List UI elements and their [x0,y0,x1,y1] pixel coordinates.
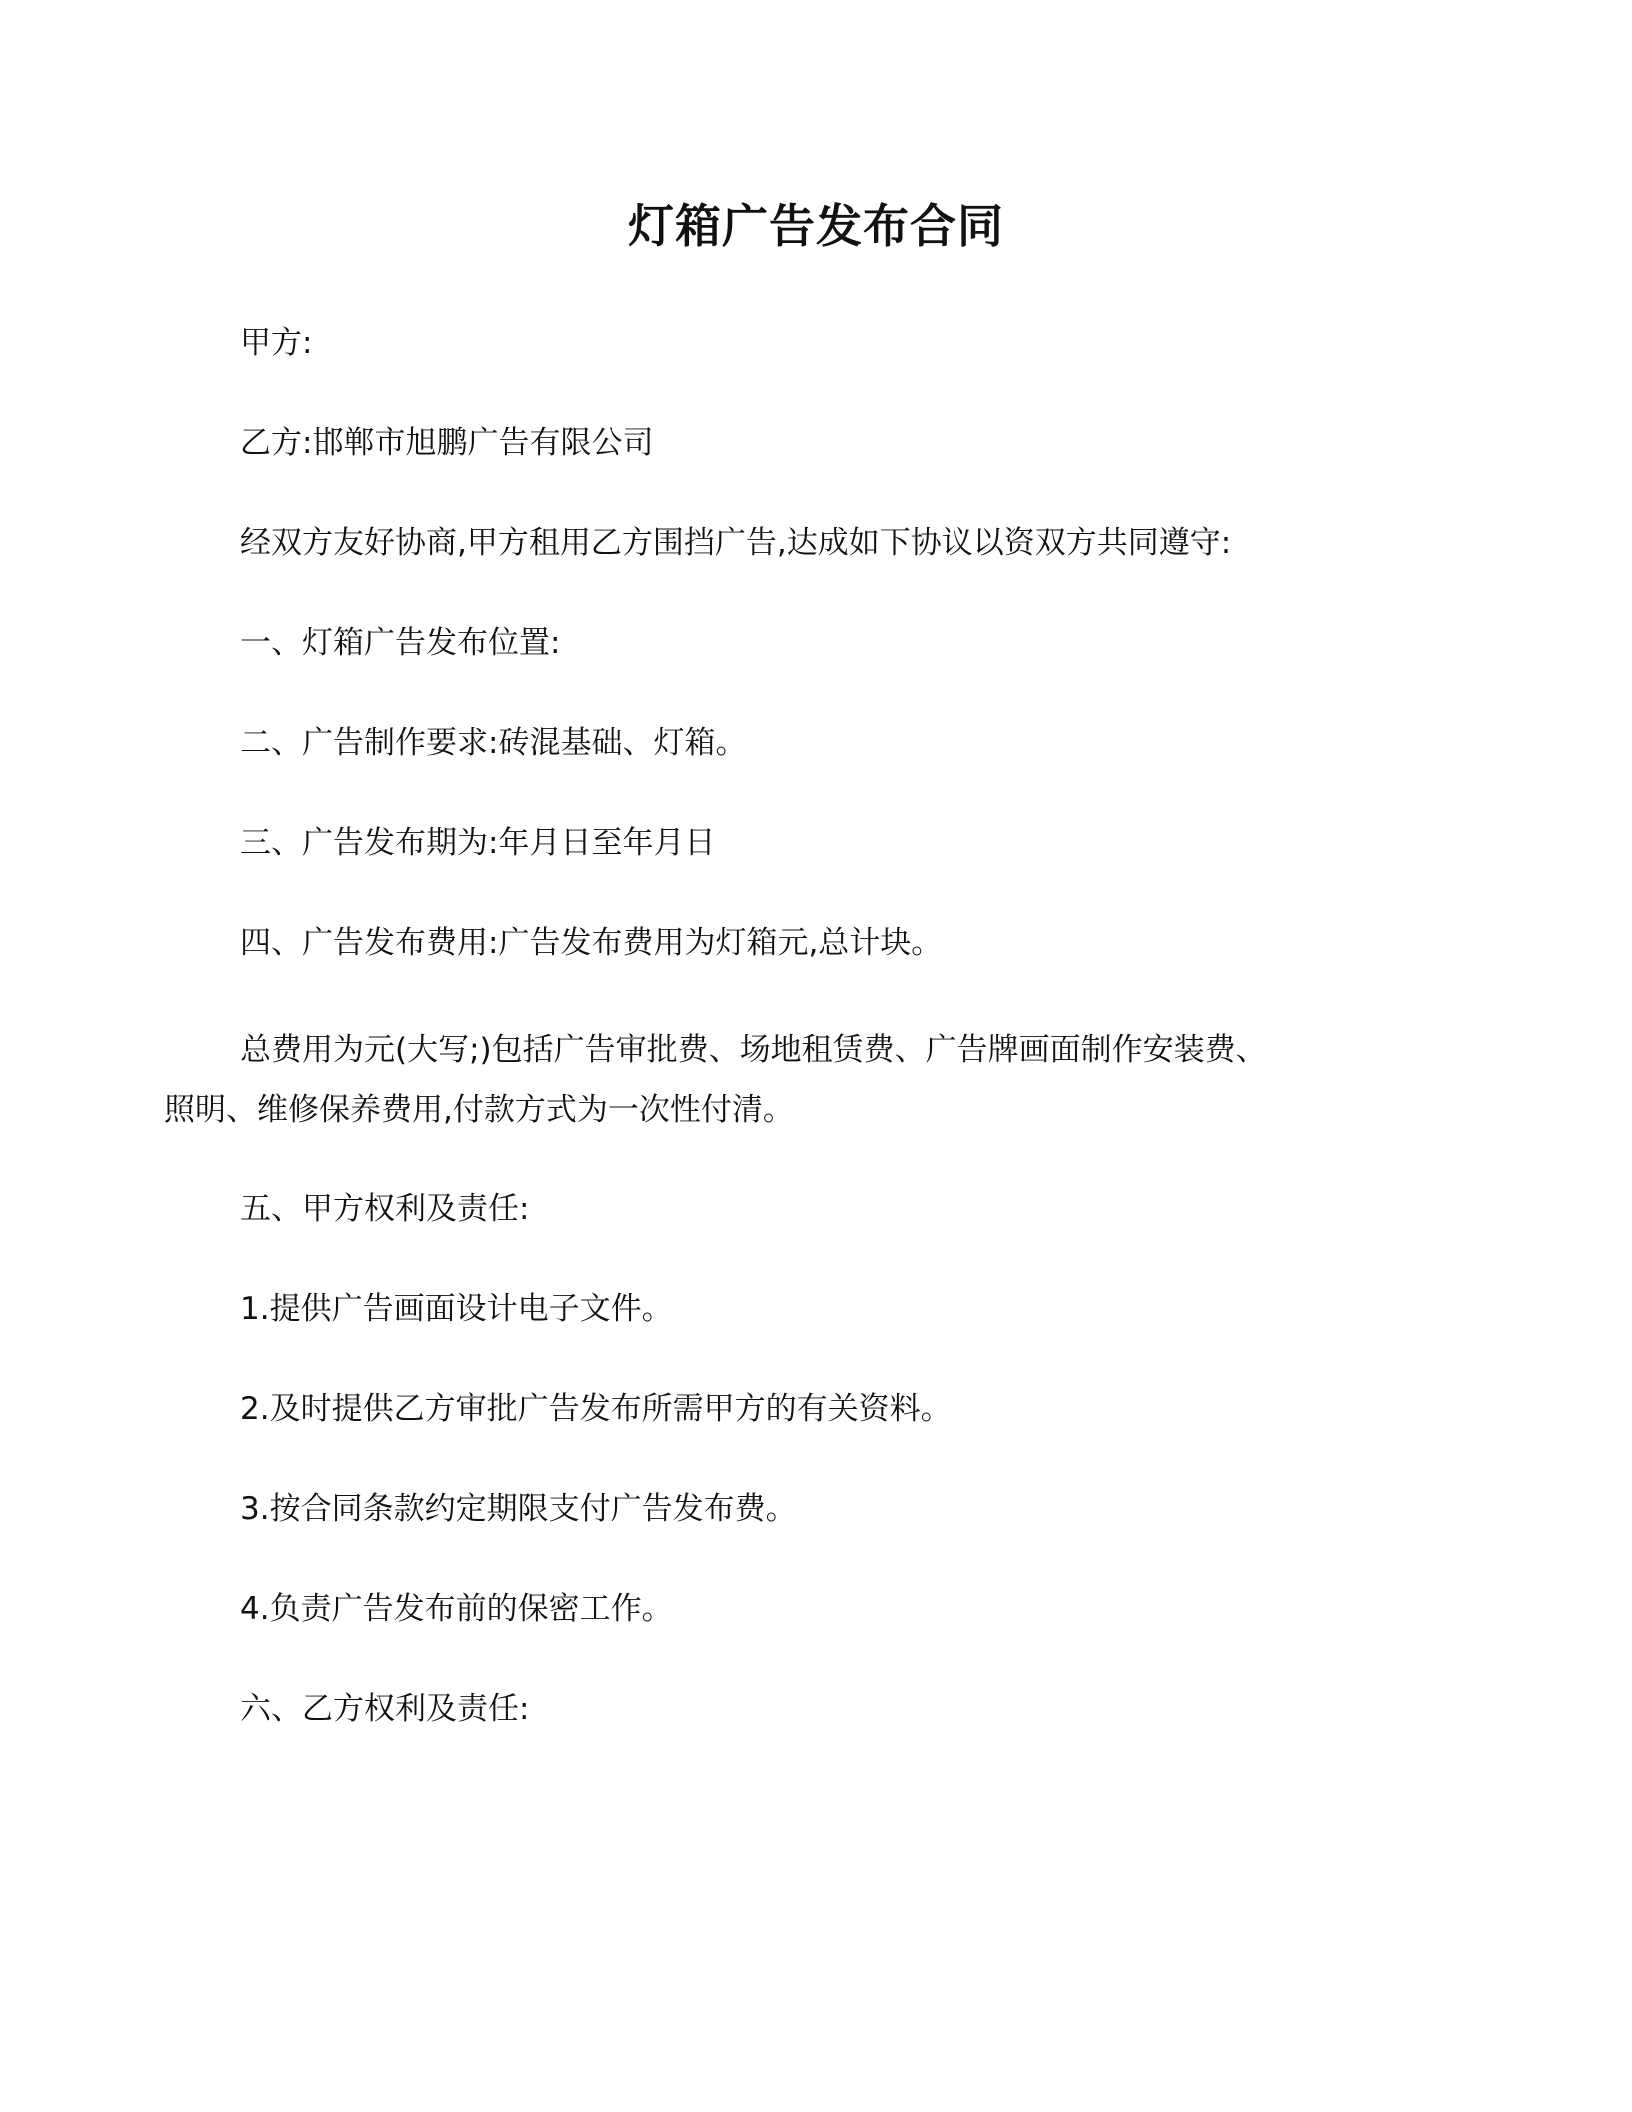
clause-5-party-a-duties: 五、甲方权利及责任: [240,1191,530,1227]
party-b-line: 乙方:邯郸市旭鹏广告有限公司 [240,425,654,461]
document-title: 灯箱广告发布合同 [628,199,1004,253]
clause-1-location: 一、灯箱广告发布位置: [240,625,561,661]
clause-5-item-2: 2.及时提供乙方审批广告发布所需甲方的有关资料。 [240,1391,952,1427]
total-fee-line-1: 总费用为元(大写;)包括广告审批费、场地租赁费、广告牌画面制作安装费、 [240,1032,1267,1068]
clause-5-item-1: 1.提供广告画面设计电子文件。 [240,1291,673,1327]
total-fee-line-2: 照明、维修保养费用,付款方式为一次性付清。 [164,1092,794,1128]
clause-3-period: 三、广告发布期为:年月日至年月日 [240,825,716,861]
clause-2-requirements: 二、广告制作要求:砖混基础、灯箱。 [240,725,747,761]
party-a-line: 甲方: [240,325,313,361]
intro-paragraph: 经双方友好协商,甲方租用乙方围挡广告,达成如下协议以资双方共同遵守: [240,525,1232,561]
clause-4-fee: 四、广告发布费用:广告发布费用为灯箱元,总计块。 [240,925,943,961]
clause-6-party-b-duties: 六、乙方权利及责任: [240,1691,530,1727]
total-fee-paragraph [164,1020,1430,1140]
clause-5-item-4: 4.负责广告发布前的保密工作。 [240,1591,673,1627]
clause-5-item-3: 3.按合同条款约定期限支付广告发布费。 [240,1491,797,1527]
